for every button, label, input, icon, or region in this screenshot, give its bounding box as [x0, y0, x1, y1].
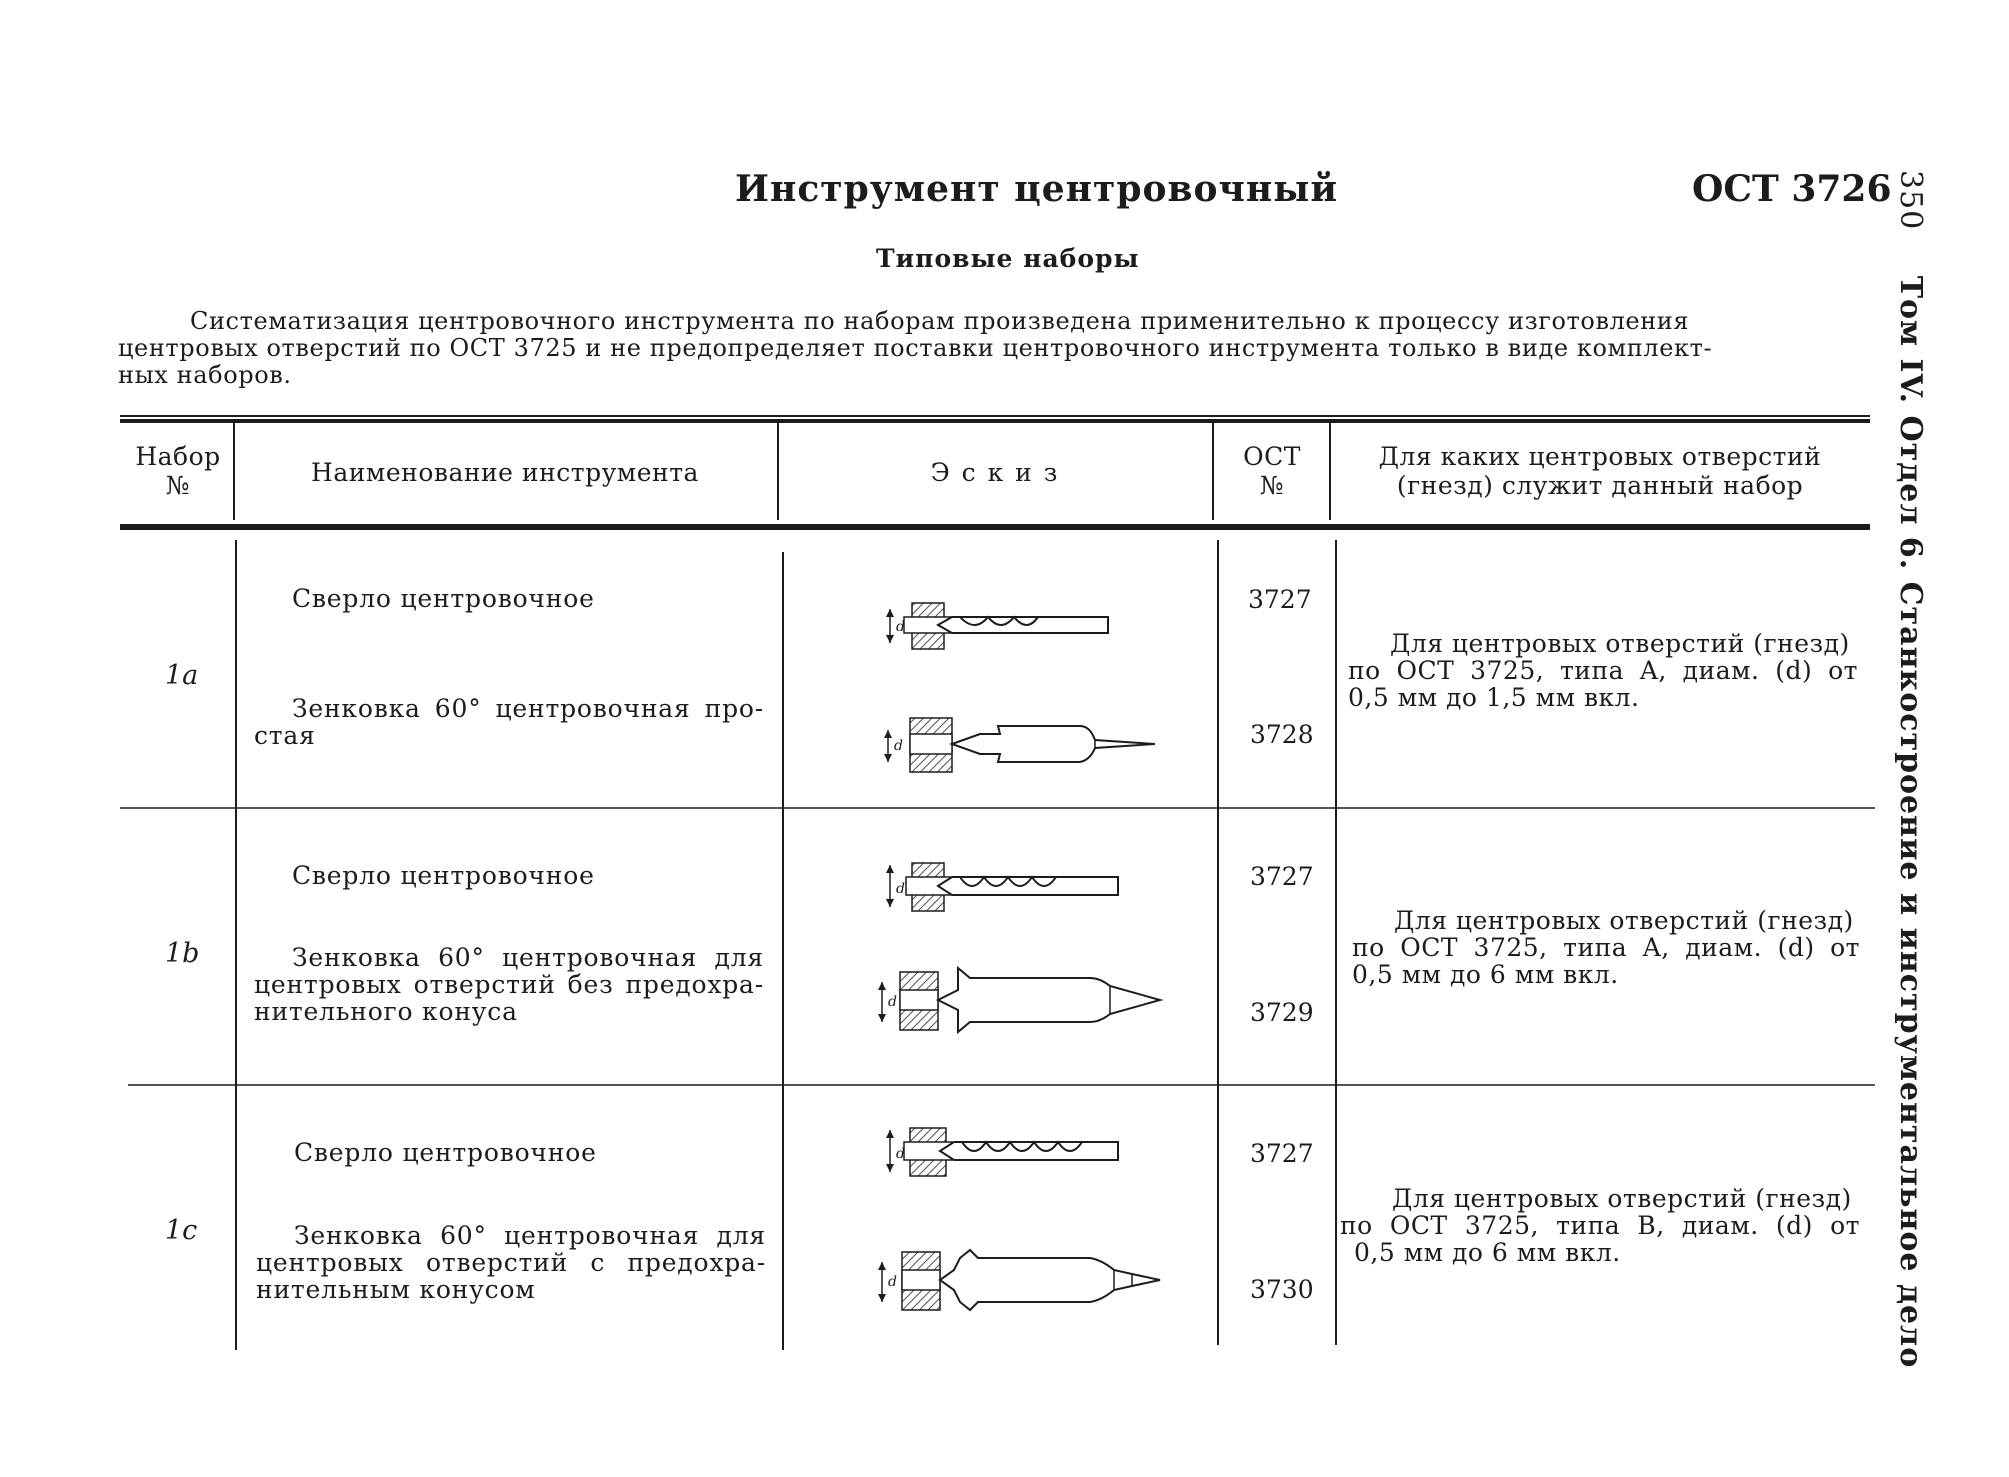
intro-line: ных наборов.	[118, 361, 292, 389]
tool-name-line: нительным конусом	[256, 1275, 536, 1304]
tool-name-line: Зенковка 60° центровочная про-	[292, 694, 764, 723]
ost-number: 3727	[1248, 585, 1312, 614]
header-purpose	[1340, 442, 1860, 500]
tool-name: Сверло центровочное	[292, 584, 595, 613]
dimension-label: d	[896, 881, 905, 897]
header-tool-name: Наименование инструмента	[311, 458, 699, 487]
dimension-label: d	[888, 994, 897, 1010]
dimension-label: d	[896, 1146, 905, 1162]
header-ost-no-line: №	[1259, 471, 1285, 500]
purpose-line: 0,5 мм до 6 мм вкл.	[1354, 1238, 1621, 1267]
intro-line: Систематизация центровочного инструмента по наборам произведена применительно к процессу изготовления	[190, 307, 1690, 335]
page-subtitle: Типовые наборы	[876, 244, 1140, 273]
purpose-line: 0,5 мм до 6 мм вкл.	[1352, 960, 1619, 989]
ost-number: 3727	[1250, 862, 1314, 891]
dimension-label: d	[896, 619, 905, 635]
purpose-text	[1348, 630, 1858, 711]
header-ost-no	[1218, 442, 1326, 500]
purpose-line: 0,5 мм до 1,5 мм вкл.	[1348, 683, 1640, 712]
ost-number: 3727	[1250, 1139, 1314, 1168]
tool-name	[254, 944, 764, 1025]
purpose-line: по ОСТ 3725, типа A, диам. (d) от	[1352, 933, 1860, 962]
ost-number: 3730	[1250, 1275, 1314, 1304]
intro-line: центровых отверстий по ОСТ 3725 и не предопределяет поставки центровочного инструмента только в виде комплект-	[118, 334, 1713, 362]
set-number: 1b	[165, 938, 200, 969]
header-purpose-line: Для каких центровых отверстий	[1378, 442, 1822, 471]
standard-code: ОСТ 3726	[1692, 168, 1892, 210]
tool-name	[254, 695, 764, 749]
purpose-line: Для центровых отверстий (гнезд)	[1392, 1184, 1852, 1213]
page-title: Инструмент центровочный	[735, 168, 1339, 210]
purpose-line: Для центровых отверстий (гнезд)	[1390, 629, 1850, 658]
header-set-no	[128, 442, 228, 500]
purpose-text	[1340, 1185, 1860, 1266]
set-number: 1a	[165, 660, 199, 691]
tool-name-line: нительного конуса	[254, 997, 518, 1026]
drill-sketch	[880, 1120, 1130, 1182]
header-set-no-line: №	[165, 471, 191, 500]
tool-name-line: стая	[254, 721, 316, 750]
countersink-sketch	[870, 960, 1170, 1040]
header-set-no-line: Набор	[135, 442, 221, 471]
countersink-sketch	[880, 710, 1160, 780]
tool-name-line: центровых отверстий без предохра-	[254, 970, 764, 999]
header-purpose-line: (гнезд) служит данный набор	[1396, 471, 1804, 500]
set-number: 1c	[165, 1215, 198, 1246]
header-sketch: Э с к и з	[930, 458, 1060, 487]
tool-name	[256, 1222, 766, 1303]
countersink-sketch	[870, 1240, 1170, 1320]
side-caption-text: Том IV. Отдел 6. Станкостроение и инструментальное дело	[1893, 275, 1928, 1369]
purpose-line: Для центровых отверстий (гнезд)	[1394, 906, 1854, 935]
dimension-label: d	[894, 738, 903, 754]
ost-number: 3728	[1250, 720, 1314, 749]
header-ost-no-line: ОСТ	[1243, 442, 1301, 471]
tool-name: Сверло центровочное	[292, 861, 595, 890]
tool-name-line: центровых отверстий с предохра-	[256, 1248, 766, 1277]
tool-name: Сверло центровочное	[294, 1138, 597, 1167]
purpose-line: по ОСТ 3725, типа A, диам. (d) от	[1348, 656, 1858, 685]
drill-sketch	[880, 595, 1120, 655]
purpose-line: по ОСТ 3725, типа B, диам. (d) от	[1340, 1211, 1860, 1240]
tool-name-line: Зенковка 60° центровочная для	[294, 1221, 766, 1250]
purpose-text	[1352, 907, 1860, 988]
tool-name-line: Зенковка 60° центровочная для	[292, 943, 764, 972]
side-page-number: 350	[1893, 170, 1928, 231]
ost-number: 3729	[1250, 998, 1314, 1027]
drill-sketch	[880, 855, 1130, 917]
dimension-label: d	[888, 1274, 897, 1290]
